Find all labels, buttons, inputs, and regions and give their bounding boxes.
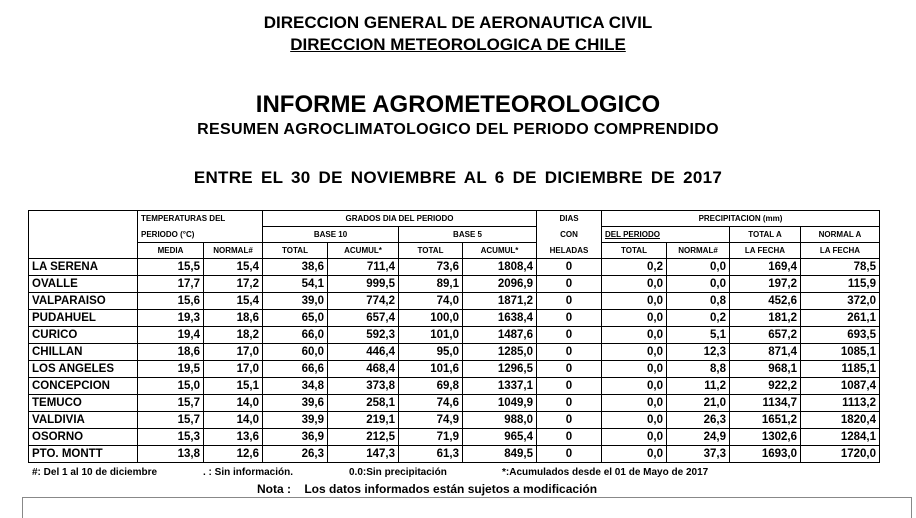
table-cell: 1720,0 (801, 446, 880, 463)
table-cell: 657,4 (328, 310, 399, 327)
table-cell: 2096,9 (463, 276, 537, 293)
table-cell: 24,9 (667, 429, 730, 446)
table-cell: 372,0 (801, 293, 880, 310)
station-name: OSORNO (29, 429, 138, 446)
table-cell: 1134,7 (730, 395, 801, 412)
table-cell: 74,0 (399, 293, 463, 310)
station-name: CONCEPCION (29, 378, 138, 395)
disclaimer-note (257, 482, 597, 496)
table-cell: 115,9 (801, 276, 880, 293)
table-cell: 0,0 (602, 446, 667, 463)
table-cell: 15,4 (204, 259, 263, 276)
header-row-3 (29, 243, 880, 259)
table-cell: 212,5 (328, 429, 399, 446)
footnote-no-precip: 0.0:Sin precipitación (349, 467, 447, 478)
table-cell: 61,3 (399, 446, 463, 463)
table-cell: 693,5 (801, 327, 880, 344)
table-cell: 0,0 (602, 310, 667, 327)
table-cell: 15,3 (138, 429, 204, 446)
table-cell: 0 (537, 344, 602, 361)
table-cell: 197,2 (730, 276, 801, 293)
table-cell: 452,6 (730, 293, 801, 310)
table-cell: 15,1 (204, 378, 263, 395)
table-cell: 0,0 (602, 378, 667, 395)
table-cell: 0 (537, 310, 602, 327)
table-cell: 468,4 (328, 361, 399, 378)
station-name: LA SERENA (29, 259, 138, 276)
table-cell: 0 (537, 429, 602, 446)
table-cell: 11,2 (667, 378, 730, 395)
table-cell: 0,0 (602, 395, 667, 412)
header-row-2 (29, 227, 880, 243)
table-cell: 100,0 (399, 310, 463, 327)
table-cell: 1808,4 (463, 259, 537, 276)
table-cell: 14,0 (204, 395, 263, 412)
table-cell: 657,2 (730, 327, 801, 344)
table-cell: 15,0 (138, 378, 204, 395)
col-header: LA FECHA (801, 243, 880, 259)
table-cell: 26,3 (263, 446, 328, 463)
table-cell: 0,2 (667, 310, 730, 327)
table-cell: 219,1 (328, 412, 399, 429)
note-text: Los datos informados están sujetos a modificación (304, 482, 598, 496)
table-row (29, 395, 880, 412)
temp-period-header: PERIODO (°C) (138, 227, 263, 243)
table-cell: 0 (537, 412, 602, 429)
table-cell: 19,3 (138, 310, 204, 327)
report-subtitle: RESUMEN AGROCLIMATOLOGICO DEL PERIODO COMPRENDIDO (197, 121, 719, 138)
table-row (29, 276, 880, 293)
base10-header: BASE 10 (263, 227, 399, 243)
table-cell: 5,1 (667, 327, 730, 344)
station-name: OVALLE (29, 276, 138, 293)
table-cell: 1185,1 (801, 361, 880, 378)
table-row (29, 310, 880, 327)
station-name: PTO. MONTT (29, 446, 138, 463)
table-row (29, 378, 880, 395)
table-row (29, 429, 880, 446)
footnote-normal: #: Del 1 al 10 de diciembre (32, 467, 158, 478)
table-cell: 14,0 (204, 412, 263, 429)
table-row (29, 259, 880, 276)
table-cell: 0 (537, 395, 602, 412)
table-cell: 8,8 (667, 361, 730, 378)
table-cell: 65,0 (263, 310, 328, 327)
table-cell: 15,7 (138, 412, 204, 429)
table-cell: 60,0 (263, 344, 328, 361)
table-row (29, 412, 880, 429)
table-cell: 1285,0 (463, 344, 537, 361)
table-cell: 0,0 (667, 259, 730, 276)
table-cell: 1087,4 (801, 378, 880, 395)
table-cell: 39,9 (263, 412, 328, 429)
del-periodo-header: DEL PERIODO (602, 227, 730, 243)
table-cell: 0,8 (667, 293, 730, 310)
table-cell: 1638,4 (463, 310, 537, 327)
table-cell: 169,4 (730, 259, 801, 276)
table-row (29, 446, 880, 463)
table-cell: 849,5 (463, 446, 537, 463)
table-cell: 78,5 (801, 259, 880, 276)
table-row (29, 361, 880, 378)
table-cell: 18,2 (204, 327, 263, 344)
table-cell: 101,0 (399, 327, 463, 344)
table-cell: 1049,9 (463, 395, 537, 412)
col-header: NORMAL# (667, 243, 730, 259)
table-cell: 12,3 (667, 344, 730, 361)
table-row (29, 327, 880, 344)
table-cell: 0,0 (602, 429, 667, 446)
table-cell: 101,6 (399, 361, 463, 378)
table-cell: 0,0 (602, 327, 667, 344)
table-cell: 15,7 (138, 395, 204, 412)
table-cell: 34,8 (263, 378, 328, 395)
table-cell: 17,0 (204, 361, 263, 378)
table-cell: 21,0 (667, 395, 730, 412)
table-cell: 711,4 (328, 259, 399, 276)
station-name: LOS ANGELES (29, 361, 138, 378)
col-header: TOTAL (399, 243, 463, 259)
table-cell: 37,3 (667, 446, 730, 463)
station-name: VALPARAISO (29, 293, 138, 310)
table-row (29, 344, 880, 361)
table-cell: 774,2 (328, 293, 399, 310)
table-cell: 592,3 (328, 327, 399, 344)
period-range: ENTRE EL 30 DE NOVIEMBRE AL 6 DE DICIEMBRE DE 2017 (193, 168, 723, 187)
temp-group-header: TEMPERATURAS DEL (138, 211, 263, 227)
org-title: DIRECCION GENERAL DE AERONAUTICA CIVIL (263, 13, 653, 32)
table-cell: 13,8 (138, 446, 204, 463)
table-cell: 13,6 (204, 429, 263, 446)
col-header: ACUMUL* (328, 243, 399, 259)
precip-group-header: PRECIPITACION (mm) (602, 211, 880, 227)
table-cell: 19,4 (138, 327, 204, 344)
station-name: CURICO (29, 327, 138, 344)
table-cell: 0,2 (602, 259, 667, 276)
col-header: LA FECHA (730, 243, 801, 259)
table-cell: 54,1 (263, 276, 328, 293)
table-cell: 0 (537, 259, 602, 276)
table-cell: 261,1 (801, 310, 880, 327)
table-cell: 0,0 (602, 344, 667, 361)
table-cell: 1871,2 (463, 293, 537, 310)
col-header: TOTAL (263, 243, 328, 259)
table-cell: 36,9 (263, 429, 328, 446)
table-cell: 922,2 (730, 378, 801, 395)
table-cell: 69,8 (399, 378, 463, 395)
table-cell: 0 (537, 378, 602, 395)
table-cell: 39,6 (263, 395, 328, 412)
table-cell: 0,0 (602, 293, 667, 310)
table-cell: 373,8 (328, 378, 399, 395)
table-cell: 18,6 (204, 310, 263, 327)
table-cell: 74,6 (399, 395, 463, 412)
table-cell: 19,5 (138, 361, 204, 378)
table-cell: 1337,1 (463, 378, 537, 395)
table-cell: 17,7 (138, 276, 204, 293)
table-cell: 0 (537, 293, 602, 310)
table-cell: 73,6 (399, 259, 463, 276)
agro-table (28, 210, 880, 463)
col-header: NORMAL# (204, 243, 263, 259)
table-cell: 0,0 (602, 412, 667, 429)
table-cell: 1296,5 (463, 361, 537, 378)
station-header-blank (29, 211, 138, 227)
table-cell: 15,4 (204, 293, 263, 310)
table-cell: 1820,4 (801, 412, 880, 429)
table-cell: 66,0 (263, 327, 328, 344)
table-cell: 965,4 (463, 429, 537, 446)
table-cell: 0,0 (602, 276, 667, 293)
table-cell: 0 (537, 446, 602, 463)
table-cell: 1085,1 (801, 344, 880, 361)
table-cell: 968,1 (730, 361, 801, 378)
base5-header: BASE 5 (399, 227, 537, 243)
col-header: MEDIA (138, 243, 204, 259)
page-border (22, 497, 912, 518)
table-cell: 0 (537, 327, 602, 344)
table-cell: 988,0 (463, 412, 537, 429)
table-cell: 1113,2 (801, 395, 880, 412)
grados-group-header: GRADOS DIA DEL PERIODO (263, 211, 537, 227)
table-cell: 74,9 (399, 412, 463, 429)
dept-title: DIRECCION METEOROLOGICA DE CHILE (290, 35, 626, 54)
table-cell: 38,6 (263, 259, 328, 276)
table-cell: 95,0 (399, 344, 463, 361)
table-cell: 18,6 (138, 344, 204, 361)
col-header: TOTAL (602, 243, 667, 259)
dias-con-header: CON (537, 227, 602, 243)
table-cell: 15,5 (138, 259, 204, 276)
normal-a-header: NORMAL A (801, 227, 880, 243)
table-cell: 258,1 (328, 395, 399, 412)
table-cell: 446,4 (328, 344, 399, 361)
table-cell: 181,2 (730, 310, 801, 327)
table-cell: 26,3 (667, 412, 730, 429)
station-name: VALDIVIA (29, 412, 138, 429)
header-row-1 (29, 211, 880, 227)
table-cell: 1284,1 (801, 429, 880, 446)
station-name: TEMUCO (29, 395, 138, 412)
footnote-accumulated: *:Acumulados desde el 01 de Mayo de 2017 (502, 467, 709, 478)
table-cell: 17,2 (204, 276, 263, 293)
table-cell: 15,6 (138, 293, 204, 310)
table-cell: 1302,6 (730, 429, 801, 446)
table-cell: 1487,6 (463, 327, 537, 344)
report-title: INFORME AGROMETEOROLOGICO (255, 91, 661, 118)
table-row (29, 293, 880, 310)
footnote-no-info: . : Sin información. (203, 467, 294, 478)
table-cell: 0 (537, 361, 602, 378)
col-header: HELADAS (537, 243, 602, 259)
table-cell: 17,0 (204, 344, 263, 361)
table-cell: 0 (537, 276, 602, 293)
table-cell: 39,0 (263, 293, 328, 310)
table-cell: 0,0 (602, 361, 667, 378)
table-cell: 147,3 (328, 446, 399, 463)
station-name: PUDAHUEL (29, 310, 138, 327)
table-cell: 71,9 (399, 429, 463, 446)
table-cell: 1693,0 (730, 446, 801, 463)
station-name: CHILLAN (29, 344, 138, 361)
table-cell: 12,6 (204, 446, 263, 463)
table-cell: 0,0 (667, 276, 730, 293)
col-header: ACUMUL* (463, 243, 537, 259)
note-label: Nota : (257, 482, 291, 496)
table-cell: 66,6 (263, 361, 328, 378)
table-cell: 999,5 (328, 276, 399, 293)
total-a-header: TOTAL A (730, 227, 801, 243)
table-cell: 1651,2 (730, 412, 801, 429)
table-cell: 89,1 (399, 276, 463, 293)
table-cell: 871,4 (730, 344, 801, 361)
dias-header: DIAS (537, 211, 602, 227)
table-body (29, 259, 880, 463)
